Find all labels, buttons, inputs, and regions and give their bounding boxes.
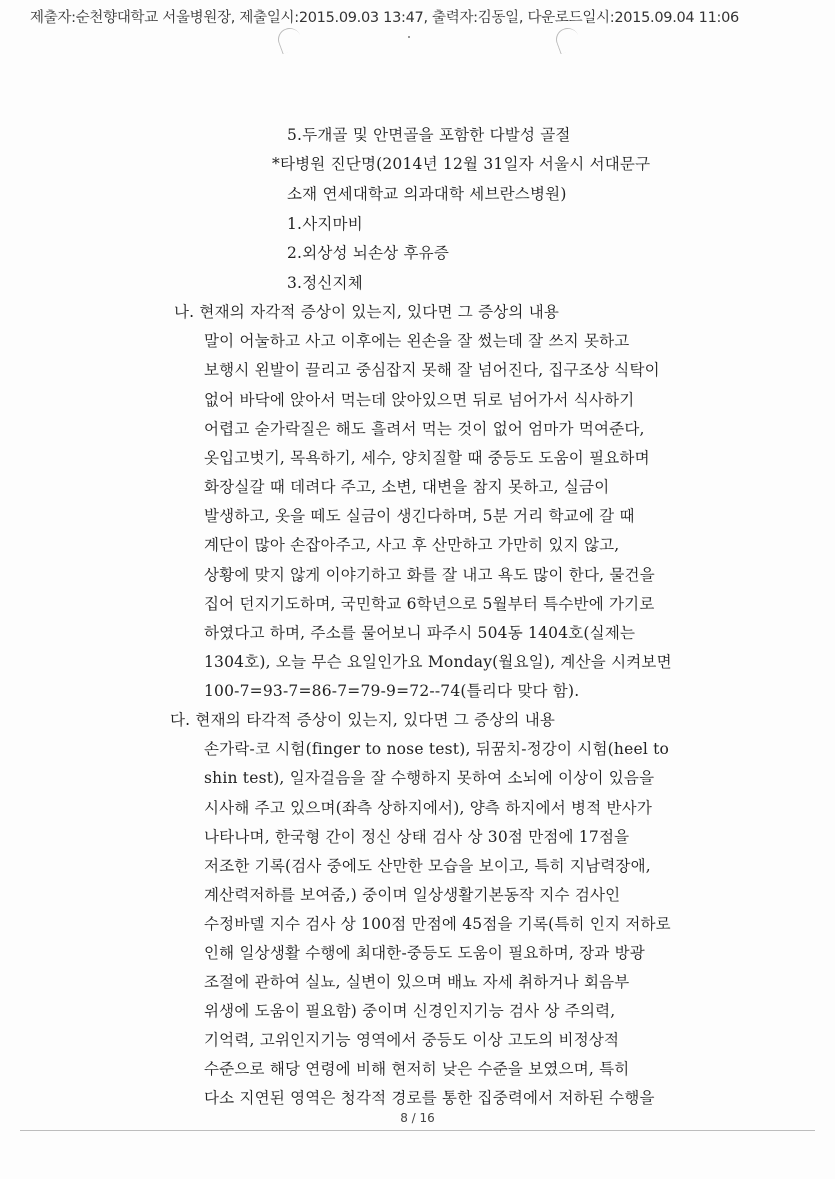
text-line: 시사해 주고 있으며(좌측 상하지에서), 양측 하지에서 병적 반사가 <box>204 799 653 817</box>
text-line: 계단이 많아 손잡아주고, 사고 후 산만하고 가만히 있지 않고, <box>204 536 620 554</box>
text-line: 손가락-코 시험(finger to nose test), 뒤꿈치-정강이 시험(heel to <box>204 740 670 758</box>
section-heading: 나. 현재의 자각적 증상이 있는지, 있다면 그 증상의 내용 <box>174 303 560 321</box>
text-line: 상황에 맞지 않게 이야기하고 화를 잘 내고 욕도 많이 한다, 물건을 <box>204 566 655 584</box>
text-line: 1304호), 오늘 무슨 요일인가요 Monday(월요일), 계산을 시켜보면 <box>204 653 672 671</box>
text-line: 다소 지연된 영역은 청각적 경로를 통한 집중력에서 저하된 수행을 <box>204 1089 655 1107</box>
text-line: 조절에 관하여 실뇨, 실변이 있으며 배뇨 자세 취하거나 회음부 <box>204 973 630 991</box>
text-line: 수정바델 지수 검사 상 100점 만점에 45점을 기록(특히 인지 저하로 <box>204 915 671 933</box>
text-line: 계산력저하를 보여줌,) 중이며 일상생활기본동작 지수 검사인 <box>204 886 621 904</box>
section-heading: 다. 현재의 타각적 증상이 있는지, 있다면 그 증상의 내용 <box>170 711 556 729</box>
text-line: 소재 연세대학교 의과대학 세브란스병원) <box>287 185 567 203</box>
text-line: 하였다고 하며, 주소를 물어보니 파주시 504동 1404호(실제는 <box>204 624 636 642</box>
footer-divider <box>20 1130 815 1131</box>
text-line: 위생에 도움이 필요함) 중이며 신경인지기능 검사 상 주의력, <box>204 1002 616 1020</box>
page-number: 8 / 16 <box>400 1111 435 1125</box>
text-line: 화장실갈 때 데려다 주고, 소변, 대변을 참지 못하고, 실금이 <box>204 478 610 496</box>
text-line: 집어 던지기도하며, 국민학교 6학년으로 5월부터 특수반에 가기로 <box>204 595 655 613</box>
punch-hole-mark <box>553 25 582 54</box>
text-line: 수준으로 해당 연령에 비해 현저히 낮은 수준을 보였으며, 특히 <box>204 1060 630 1078</box>
text-line: 2.외상성 뇌손상 후유증 <box>287 244 450 262</box>
text-line: 5.두개골 및 안면골을 포함한 다발성 골절 <box>287 126 571 144</box>
text-line: 100-7=93-7=86-7=79-9=72--74(틀리다 맞다 함). <box>204 682 580 700</box>
scan-speck <box>408 36 410 38</box>
text-line: 보행시 왼발이 끌리고 중심잡지 못해 잘 넘어진다, 집구조상 식탁이 <box>204 361 660 379</box>
punch-hole-mark <box>275 25 304 54</box>
text-line: 저조한 기록(검사 중에도 산만한 모습을 보이고, 특히 지남력장애, <box>204 857 651 875</box>
text-line: shin test), 일자걸음을 잘 수행하지 못하여 소뇌에 이상이 있음을 <box>204 769 655 787</box>
text-line: 기억력, 고위인지기능 영역에서 중등도 이상 고도의 비정상적 <box>204 1031 620 1049</box>
text-line: 1.사지마비 <box>287 215 363 233</box>
submission-header: 제출자:순천향대학교 서울병원장, 제출일시:2015.09.03 13:47, 출력자:김동일, 다운로드일시:2015.09.04 11:06 <box>30 10 739 26</box>
text-line: 발생하고, 옷을 떼도 실금이 생긴다하며, 5분 거리 학교에 갈 때 <box>204 507 635 525</box>
text-line: *타병원 진단명(2014년 12월 31일자 서울시 서대문구 <box>272 155 651 173</box>
text-line: 어렵고 숟가락질은 해도 흘려서 먹는 것이 없어 엄마가 먹여준다, <box>204 420 645 438</box>
text-line: 말이 어눌하고 사고 이후에는 왼손을 잘 썼는데 잘 쓰지 못하고 <box>204 332 630 350</box>
text-line: 옷입고벗기, 목욕하기, 세수, 양치질할 때 중등도 도움이 필요하며 <box>204 449 650 467</box>
text-line: 3.정신지체 <box>287 274 363 292</box>
text-line: 인해 일상생활 수행에 최대한-중등도 도움이 필요하며, 장과 방광 <box>204 944 645 962</box>
text-line: 나타나며, 한국형 간이 정신 상태 검사 상 30점 만점에 17점을 <box>204 828 630 846</box>
text-line: 없어 바닥에 앉아서 먹는데 앉아있으면 뒤로 넘어가서 식사하기 <box>204 391 635 409</box>
